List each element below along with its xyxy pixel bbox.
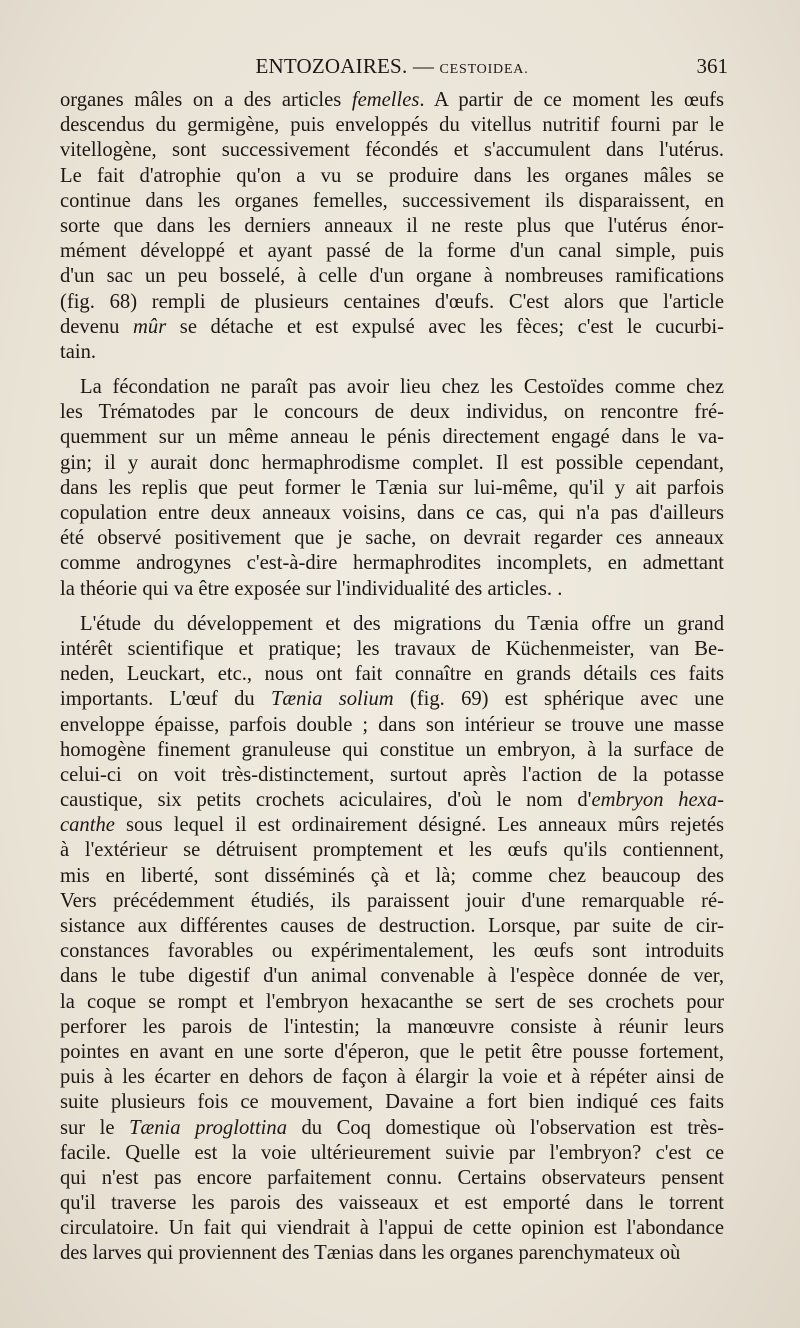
text-line: organes mâles on a des articles femelles. A partir de ce moment les œufs [60,89,724,111]
text-line: gin; il y aurait donc hermaphrodisme complet. Il est possible cependant, [60,451,724,474]
text-line: Vers précédemment étudiés, ils paraissent jouir d'une remarquable ré- [60,889,724,912]
text-line: continue dans les organes femelles, successivement ils disparaissent, en [60,189,724,212]
text-line: celui-ci on voit très-distinctement, surtout après l'action de la potasse [60,763,724,786]
text-line: des larves qui proviennent des Tænias dans les organes parenchymateux où [60,1242,681,1265]
text-line: copulation entre deux anneaux voisins, dans ce cas, qui n'a pas d'ailleurs [60,502,724,524]
text-line: caustique, six petits crochets aciculaires, d'où le nom d'embryon hexa- [60,789,724,812]
italic-term: femelles [351,89,420,111]
page-number: 361 [696,54,728,78]
text-line: neden, Leuckart, etc., nous ont fait connaître en grands détails ces faits [60,663,724,686]
paragraph [60,612,724,1267]
running-head-sub: CESTOIDEA. [439,62,529,77]
italic-term: canthe [60,814,115,837]
text-line: tain. [60,340,97,363]
text-line: sistance aux différentes causes de destruction. Lorsque, par suite de cir- [60,915,724,937]
text-line: facile. Quelle est la voie ultérieurement suivie par l'embryon? c'est ce [60,1141,724,1164]
text-line: pointes en avant en une sorte d'éperon, que le petit être pousse fortement, [60,1040,724,1063]
text-line: La fécondation ne paraît pas avoir lieu chez les Cestoïdes comme chez [80,376,724,399]
text-line: devenu mûr se détache et est expulsé avec les fèces; c'est le cucurbi- [60,315,724,338]
text-line: homogène finement granuleuse qui constitue un embryon, à la surface de [60,738,724,761]
text-line: les Trématodes par le concours de deux individus, on rencontre fré- [60,401,724,424]
text-line: descendus du germigène, puis enveloppés du vitellus nutritif fourni par le [60,114,724,137]
italic-term: Tænia proglottina [129,1116,287,1139]
paragraph-gap [60,365,724,375]
text-line: vitellogène, sont successivement fécondés et s'accumulent dans l'utérus. [60,139,724,162]
text-line: (fig. 68) rempli de plusieurs centaines d'œufs. C'est alors que l'article [60,290,724,313]
text-line: puis à les écarter en dehors de façon à élargir la voie et à répéter ainsi de [60,1066,724,1089]
paragraph [60,88,724,365]
text-line: sur le Tænia proglottina du Coq domestique où l'observation est très- [60,1116,725,1139]
text-line: été observé positivement que je sache, on devrait regarder ces anneaux [60,527,724,550]
text-line: Le fait d'atrophie qu'on a vu se produire dans les organes mâles se [60,164,724,187]
text-line: dans le tube digestif d'un animal convenable à l'espèce donnée de ver, [60,965,724,988]
text-line: d'un sac un peu bosselé, à celle d'un organe à nombreuses ramifications [60,265,724,288]
text-line: la coque se rompt et l'embryon hexacanthe se sert de ses crochets pour [60,990,724,1013]
text-line: comme androgynes c'est-à-dire hermaphrodites incomplets, en admettant [60,552,724,575]
text-line: qu'il traverse les parois des vaisseaux et est emporté dans le torrent [60,1192,724,1215]
paragraph-gap [60,602,724,612]
text-line: canthe sous lequel il est ordinairement désigné. Les anneaux mûrs rejetés [60,814,724,837]
text-line: perforer les parois de l'intestin; la manœuvre consiste à réunir leurs [60,1015,724,1038]
text-line: dans les replis que peut former le Tænia sur lui-même, qu'il y ait parfois [60,476,724,499]
italic-term: mûr [133,315,167,338]
text-line: qui n'est pas encore parfaitement connu. Certains observateurs pensent [60,1166,724,1189]
body-text [60,88,724,1267]
text-line: à l'extérieur se détruisent promptement et les œufs qu'ils contiennent, [60,839,724,862]
text-line: L'étude du développement et des migrations du Tænia offre un grand [80,612,724,635]
text-line: sorte que dans les derniers anneaux il ne reste plus que l'utérus énor- [60,214,724,237]
text-line: circulatoire. Un fait qui viendrait à l'appui de cette opinion est l'abondance [60,1217,724,1240]
paragraph [60,375,724,602]
running-head [60,54,724,79]
text-line: mément développé et ayant passé de la forme d'un canal simple, puis [60,240,724,263]
text-line: intérêt scientifique et pratique; les travaux de Küchenmeister, van Be- [60,637,724,660]
text-line: suite plusieurs fois ce mouvement, Davaine a fort bien indiqué ces faits [60,1091,724,1114]
running-head-main: ENTOZOAIRES. — [255,54,440,78]
italic-term: embryon hexa- [591,789,724,812]
text-line: mis en liberté, sont disséminés çà et là; comme chez beaucoup des [60,864,724,887]
text-line: constances favorables ou expérimentalement, les œufs sont introduits [60,940,724,963]
italic-term: Tænia solium [270,688,394,711]
text-line: importants. L'œuf du Tænia solium (fig. 69) est sphérique avec une [60,688,724,711]
text-line: la théorie qui va être exposée sur l'individualité des articles. . [60,577,563,600]
text-line: enveloppe épaisse, parfois double ; dans son intérieur se trouve une masse [60,713,724,736]
page-header [60,54,728,84]
text-line: quemment sur un même anneau le pénis directement engagé dans le va- [60,426,724,449]
